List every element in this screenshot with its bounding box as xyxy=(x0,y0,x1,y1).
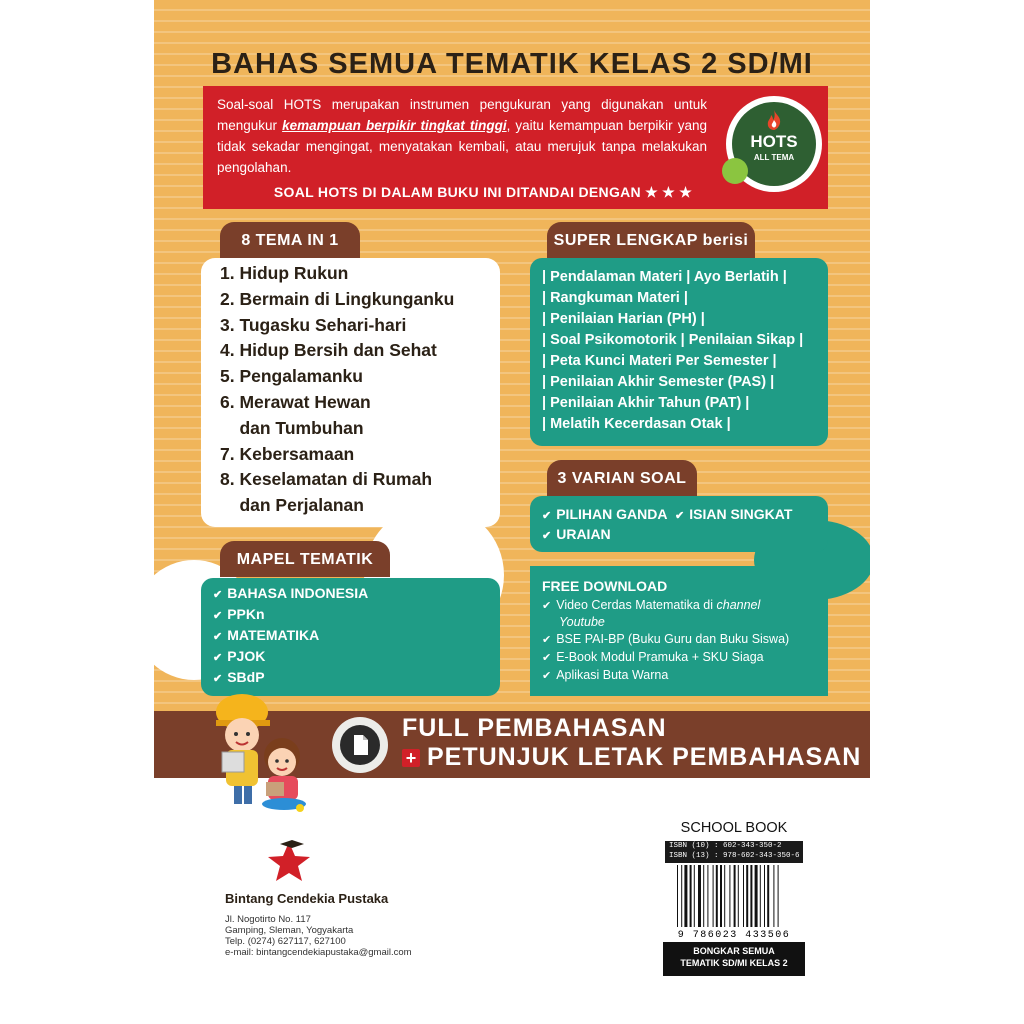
mapel-item xyxy=(213,627,319,643)
free-download-text: E-Book Modul Pramuka + SKU Siaga xyxy=(556,650,764,664)
mapel-item xyxy=(213,606,265,622)
varian-box xyxy=(530,496,828,552)
lengkap-line: | Rangkuman Materi | xyxy=(542,290,688,306)
varian-item-label: URAIAN xyxy=(556,526,611,542)
barcode-bar xyxy=(746,865,748,927)
lengkap-box xyxy=(530,258,828,446)
tema-item: dan Perjalanan xyxy=(220,495,364,516)
hots-badge-title: HOTS xyxy=(750,132,798,151)
hots-badge-subtitle: ALL TEMA xyxy=(753,153,795,162)
banner-line-2: PETUNJUK LETAK PEMBAHASAN xyxy=(427,743,862,771)
check-icon: ✔ xyxy=(542,600,552,612)
free-download-text: Aplikasi Buta Warna xyxy=(556,668,669,682)
hots-footer: SOAL HOTS DI DALAM BUKU INI DITANDAI DENGAN ★ ★ ★ xyxy=(273,184,693,200)
free-download-item xyxy=(542,598,760,612)
lengkap-line: | Soal Psikomotorik | Penilaian Sikap | xyxy=(542,332,804,348)
varian-tag: 3 VARIAN SOAL xyxy=(547,460,697,496)
mapel-item-label: SBdP xyxy=(227,669,265,685)
hots-info-box xyxy=(203,86,828,209)
hots-text: Soal-soal HOTS merupakan instrumen pengukuran yang digunakan untuk mengukur xyxy=(217,97,707,133)
check-icon: ✔ xyxy=(542,652,552,664)
lengkap-line: | Penilaian Akhir Semester (PAS) | xyxy=(542,374,775,390)
barcode-bar xyxy=(760,865,761,927)
hots-text: , yaitu kemampuan berpikir yang tidak sekadar mengingat, menyatakan kembali, atau merujuk tanpa melakukan pengolahan. xyxy=(217,118,707,175)
book-title-line: TEMATIK SD/MI KELAS 2 xyxy=(680,958,788,968)
barcode-bar xyxy=(677,865,678,927)
school-book-label: SCHOOL BOOK xyxy=(680,820,788,836)
tema-item: 1. Hidup Rukun xyxy=(220,263,349,283)
check-icon: ✔ xyxy=(213,673,223,685)
varian-item xyxy=(542,526,611,542)
barcode-number: 9 786023 433506 xyxy=(677,930,791,941)
check-icon: ✔ xyxy=(213,652,223,664)
hots-text-emphasis: kemampuan berpikir tingkat tinggi xyxy=(282,118,507,133)
check-icon: ✔ xyxy=(213,631,223,643)
publisher-address-line: Telp. (0274) 627117, 627100 xyxy=(225,936,346,947)
free-download-text: BSE PAI-BP (Buku Guru dan Buku Siswa) xyxy=(556,632,790,646)
lengkap-line: | Penilaian Harian (PH) | xyxy=(542,311,705,327)
barcode-bar xyxy=(738,865,739,927)
lengkap-line: | Peta Kunci Materi Per Semester | xyxy=(542,353,777,369)
kids-illustration xyxy=(212,690,312,815)
publisher-address-line: Gamping, Sleman, Yogyakarta xyxy=(225,925,354,936)
barcode-bar xyxy=(755,865,758,927)
lengkap-tag: SUPER LENGKAP berisi xyxy=(547,222,755,258)
tema-item: 3. Tugasku Sehari-hari xyxy=(220,314,407,335)
barcode-bar xyxy=(734,865,736,927)
publisher-address-line: e-mail: bintangcendekiapustaka@gmail.com xyxy=(225,947,412,958)
flame-icon xyxy=(766,110,782,130)
check-icon: ✔ xyxy=(542,510,552,522)
barcode-bar xyxy=(750,865,752,927)
mapel-item-label: PJOK xyxy=(227,648,266,664)
mapel-item-label: BAHASA INDONESIA xyxy=(227,585,369,601)
barcode-bar xyxy=(778,865,779,927)
barcode-bar xyxy=(713,865,714,927)
barcode-bar xyxy=(729,865,730,927)
barcode-bar xyxy=(707,865,708,927)
plus-icon: + xyxy=(402,749,420,767)
lengkap-line: | Melatih Kecerdasan Otak | xyxy=(542,416,731,432)
banner-line-1: FULL PEMBAHASAN xyxy=(402,714,667,742)
tema-item: 5. Pengalamanku xyxy=(220,366,363,387)
mapel-item-label: MATEMATIKA xyxy=(227,627,320,643)
mapel-item xyxy=(213,648,265,664)
barcode-bar xyxy=(743,865,744,927)
lengkap-line: | Penilaian Akhir Tahun (PAT) | xyxy=(542,395,750,411)
tema-item: 2. Bermain di Lingkunganku xyxy=(220,288,455,309)
tema-list-box xyxy=(201,258,500,527)
isbn-block xyxy=(663,820,805,968)
mapel-item xyxy=(213,585,368,601)
free-download-box xyxy=(530,566,828,696)
tema-tag: 8 TEMA IN 1 xyxy=(220,222,360,258)
tema-item: 4. Hidup Bersih dan Sehat xyxy=(220,340,437,361)
check-icon: ✔ xyxy=(213,589,223,601)
barcode-bar xyxy=(767,865,769,927)
varian-item xyxy=(675,506,792,522)
barcode-bar xyxy=(681,865,682,927)
book-title-line: BONGKAR SEMUA xyxy=(693,946,775,956)
check-icon: ✔ xyxy=(542,670,552,682)
isbn-10: ISBN (10) : 602-343-350-2 xyxy=(669,842,782,850)
check-icon: ✔ xyxy=(213,610,223,622)
back-cover xyxy=(154,0,870,778)
publisher-name: Bintang Cendekia Pustaka xyxy=(225,891,389,906)
varian-item-label: ISIAN SINGKAT xyxy=(689,506,793,522)
barcode xyxy=(675,865,795,929)
free-download-text-italic: Youtube xyxy=(559,615,605,629)
document-icon xyxy=(332,717,388,773)
isbn-numbers xyxy=(665,841,803,863)
barcode-bar xyxy=(773,865,774,927)
isbn-13: ISBN (13) : 978-602-343-350-6 xyxy=(669,852,800,860)
lengkap-line: | Pendalaman Materi | Ayo Berlatih | xyxy=(542,269,787,285)
tema-item: 6. Merawat Hewan xyxy=(220,391,371,412)
check-icon: ✔ xyxy=(542,530,552,542)
green-dot xyxy=(722,158,748,184)
barcode-bar xyxy=(724,865,725,927)
varian-item xyxy=(542,506,667,522)
book-title-box xyxy=(663,942,805,976)
barcode-bar xyxy=(703,865,704,927)
publisher-star-logo xyxy=(264,836,314,886)
mapel-box xyxy=(201,578,500,696)
page-icon xyxy=(340,725,380,765)
barcode-bar xyxy=(720,865,722,927)
tema-list xyxy=(220,261,454,519)
mapel-item xyxy=(213,669,265,685)
free-download-item xyxy=(542,650,764,664)
free-download-text: Video Cerdas Matematika di xyxy=(556,598,717,612)
barcode-bar xyxy=(690,865,692,927)
mapel-item-label: PPKn xyxy=(227,606,265,622)
hots-description xyxy=(217,94,707,178)
publisher-address-line: Jl. Nogotirto No. 117 xyxy=(225,914,311,925)
varian-item-label: PILIHAN GANDA xyxy=(556,506,668,522)
tema-item: dan Tumbuhan xyxy=(220,417,364,438)
mapel-tag: MAPEL TEMATIK xyxy=(220,541,390,577)
tema-item: 7. Kebersamaan xyxy=(220,443,355,464)
hots-badge xyxy=(726,96,822,192)
page-title: BAHAS SEMUA TEMATIK KELAS 2 SD/MI xyxy=(211,48,813,80)
tema-item: 8. Keselamatan di Rumah xyxy=(220,469,433,490)
barcode-bar xyxy=(694,865,695,927)
free-download-heading: FREE DOWNLOAD xyxy=(542,578,668,594)
barcode-bar xyxy=(764,865,765,927)
barcode-bar xyxy=(716,865,718,927)
free-download-item xyxy=(542,632,789,646)
free-download-item-cont xyxy=(559,615,605,629)
check-icon: ✔ xyxy=(542,634,552,646)
barcode-bar xyxy=(684,865,687,927)
check-icon: ✔ xyxy=(675,510,685,522)
free-download-text-italic: channel xyxy=(716,598,761,612)
barcode-bar xyxy=(698,865,701,927)
free-download-item xyxy=(542,668,668,682)
